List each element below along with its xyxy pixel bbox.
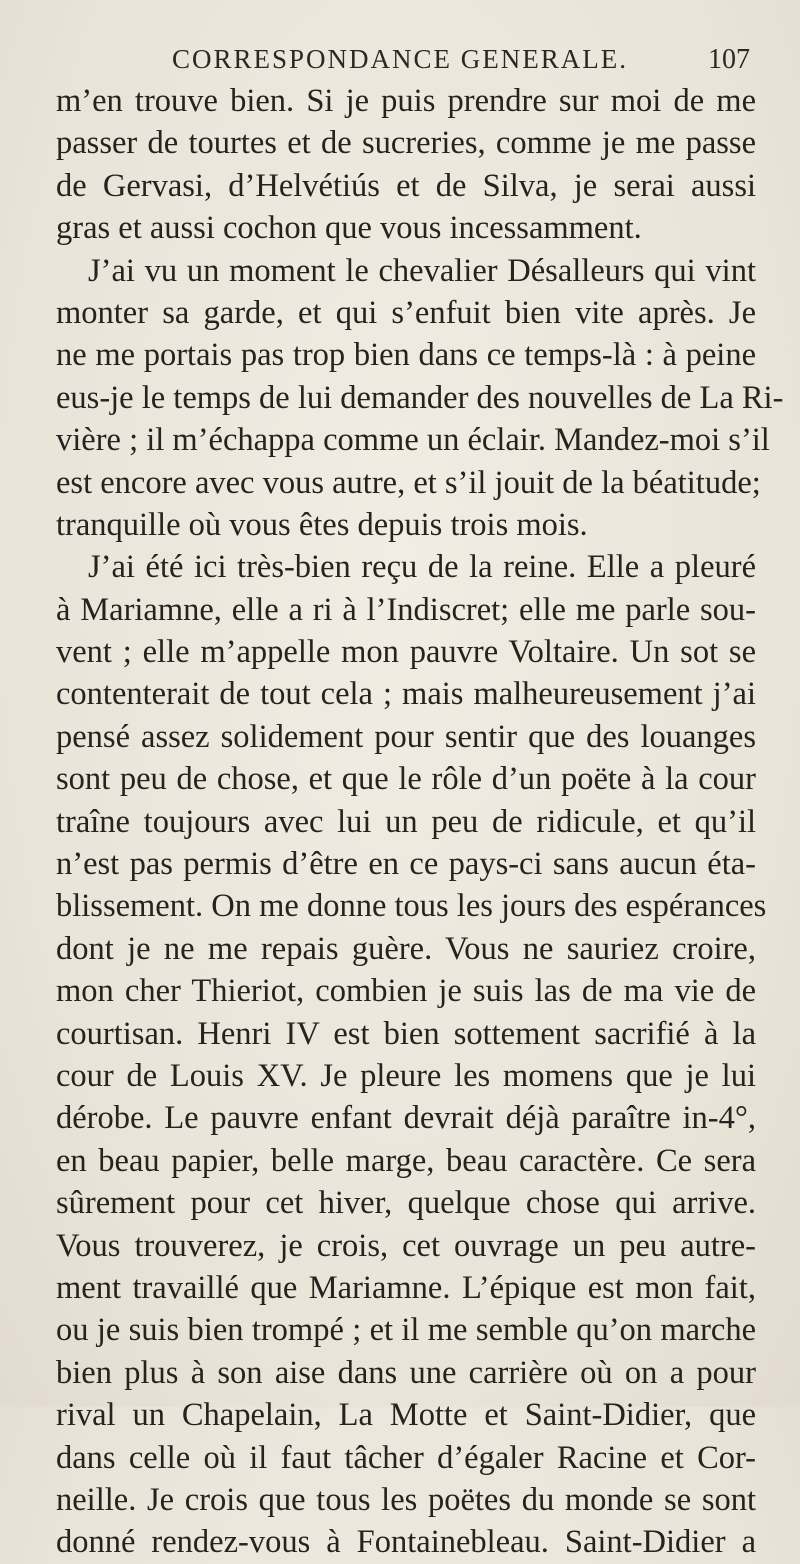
text-line: blissement. On me donne tous les jours des espérances [56,888,767,925]
running-title: CORRESPONDANCE GENERALE. [172,44,629,74]
text-line: Vous trouverez, je crois, cet ouvrage un peu autre- [56,1227,756,1264]
text-line: à Mariamne, elle a ri à l’Indiscret; elle me parle sou- [56,591,756,628]
text-line: sont peu de chose, et que le rôle d’un poëte à la cour [56,761,756,798]
page-number: 107 [708,44,750,75]
running-head [60,44,750,78]
text-line: ne me portais pas trop bien dans ce temps-là : à peine [56,337,756,374]
text-line: dérobe. Le pauvre enfant devrait déjà paraître in-4°, [56,1100,756,1137]
text-line: de Gervasi, d’Helvétiús et de Silva, je serai aussi [56,167,756,204]
text-line: monter sa garde, et qui s’enfuit bien vite après. Je [56,294,756,331]
text-line: dont je ne me repais guère. Vous ne sauriez croire, [56,930,756,967]
text-line: passer de tourtes et de sucreries, comme je me passe [56,125,756,162]
text-line: m’en trouve bien. Si je puis prendre sur moi de me [56,83,756,119]
text-line: cour de Louis XV. Je pleure les momens que je lui [56,1057,756,1094]
text-line: pensé assez solidement pour sentir que des louanges [56,718,756,755]
text-line: ou je suis bien trompé ; et il me semble qu’on marche [56,1312,756,1349]
text-line: est encore avec vous autre, et s’il jouit de la béatitude; [56,464,761,501]
text-line: bien plus à son aise dans une carrière où on a pour [56,1354,756,1391]
text-line: courtisan. Henri IV est bien sottement sacrifié à la [56,1015,756,1052]
text-line: traîne toujours avec lui un peu de ridicule, et qu’il [56,803,756,840]
text-line: sûrement pour cet hiver, quelque chose qui arrive. [56,1185,756,1222]
paragraph-first-line: J’ai été ici très-bien reçu de la reine. Elle a pleuré [88,549,756,586]
text-line: ment travaillé que Mariamne. L’épique est mon fait, [56,1269,756,1306]
text-line: n’est pas permis d’être en ce pays-ci sans aucun éta- [56,846,756,883]
text-line: vent ; elle m’appelle mon pauvre Voltaire. Un sot se [56,634,756,671]
text-line: donné rendez-vous à Fontainebleau. Saint-Didier a [56,1524,756,1561]
text-line: contenterait de tout cela ; mais malheureusement j’ai [56,676,756,713]
text-line: mon cher Thieriot, combien je suis las de ma vie de [56,973,756,1010]
text-line: eus-je le temps de lui demander des nouvelles de La Ri- [56,379,784,416]
text-line: gras et aussi cochon que vous incessamment. [56,210,642,247]
text-line: rival un Chapelain, La Motte et Saint-Didier, que [56,1397,756,1434]
text-line: neille. Je crois que tous les poëtes du monde se sont [56,1481,756,1518]
text-line: vière ; il m’échappa comme un éclair. Mandez-moi s’il [56,422,770,459]
text-line: en beau papier, belle marge, beau caractère. Ce sera [56,1142,756,1179]
text-line: dans celle où il faut tâcher d’égaler Racine et Cor- [56,1439,756,1476]
body-text [56,80,784,1564]
paragraph-first-line: J’ai vu un moment le chevalier Désalleurs qui vint [88,252,756,289]
text-line: tranquille où vous êtes depuis trois mois. [56,506,588,543]
